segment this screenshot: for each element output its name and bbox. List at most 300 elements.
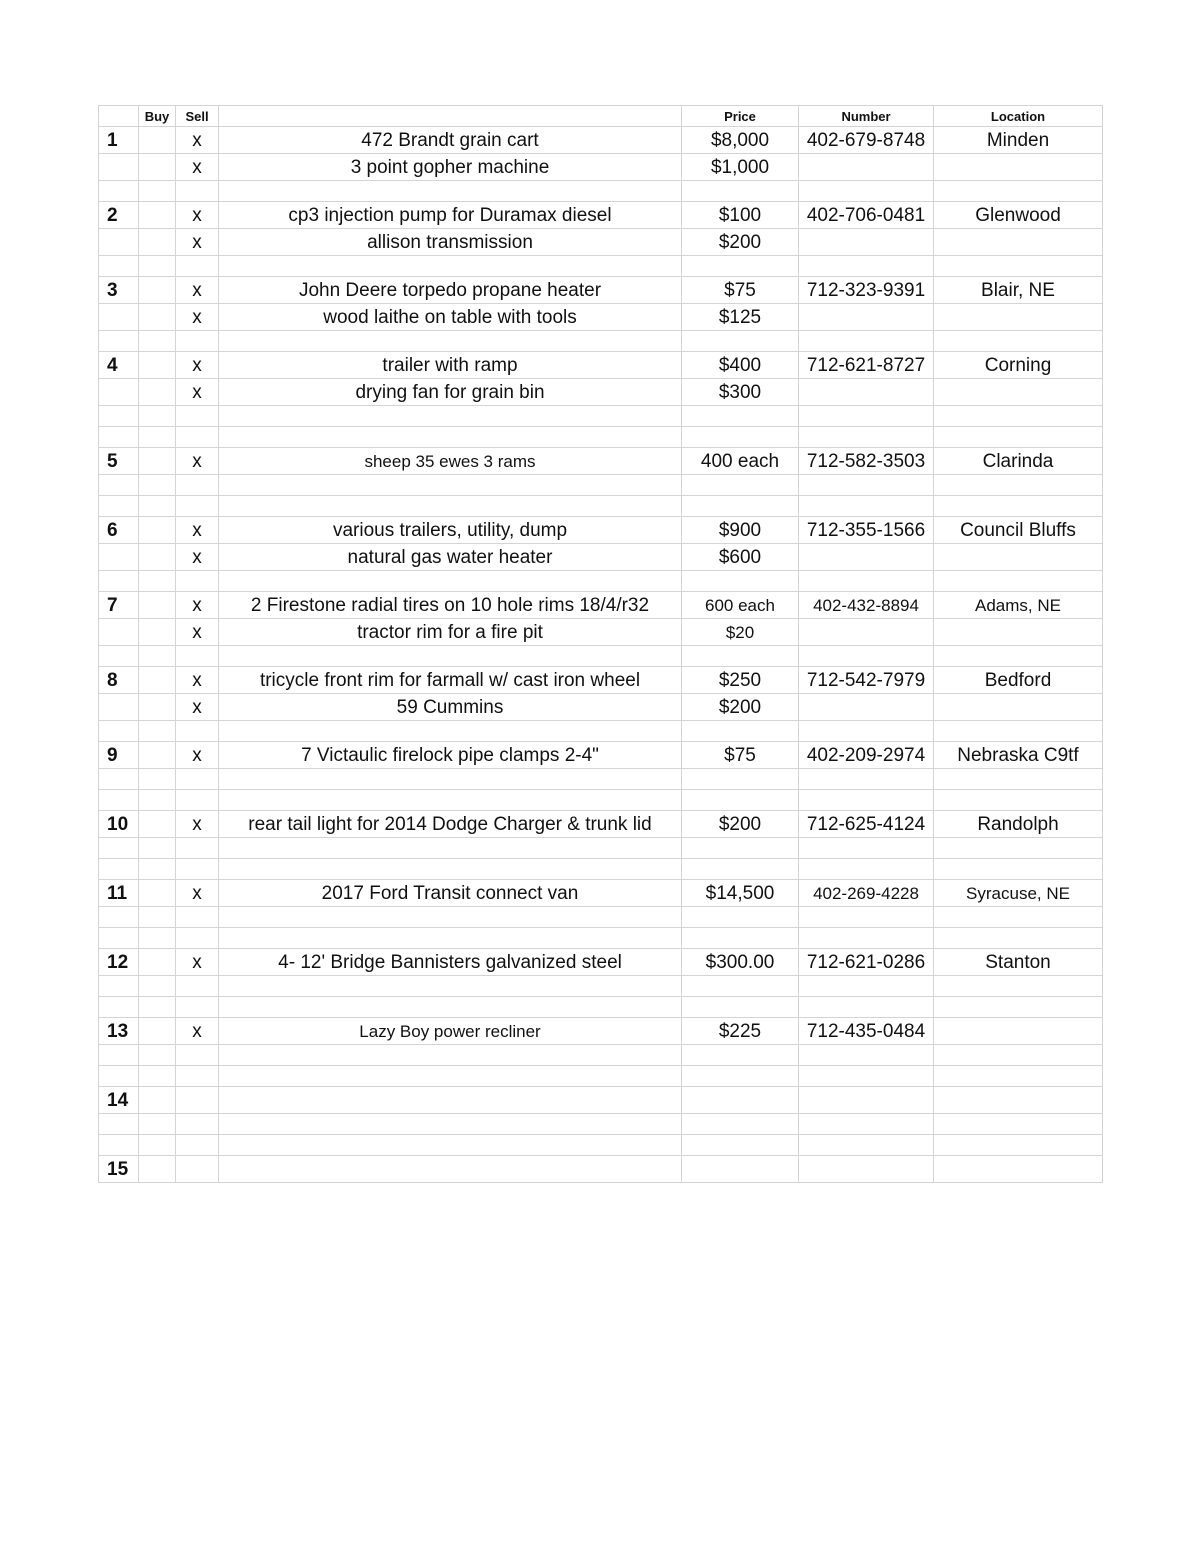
empty-cell xyxy=(682,646,799,667)
empty-cell xyxy=(176,496,219,517)
empty-cell xyxy=(682,721,799,742)
buy-cell xyxy=(139,127,176,154)
header-item-blank xyxy=(219,106,682,127)
phone-number xyxy=(799,154,934,181)
table-row xyxy=(99,667,1103,694)
buy-cell xyxy=(139,1156,176,1183)
location-cell: Randolph xyxy=(934,811,1103,838)
item-description: allison transmission xyxy=(219,229,682,256)
empty-cell xyxy=(682,928,799,949)
sell-mark: x xyxy=(176,127,219,154)
empty-cell xyxy=(176,406,219,427)
location-cell: Syracuse, NE xyxy=(934,880,1103,907)
buy-cell xyxy=(139,379,176,406)
table-row xyxy=(99,742,1103,769)
empty-cell xyxy=(934,997,1103,1018)
empty-cell xyxy=(934,1135,1103,1156)
item-description: wood laithe on table with tools xyxy=(219,304,682,331)
empty-cell xyxy=(176,838,219,859)
listing-number: 9 xyxy=(99,742,139,769)
empty-cell xyxy=(99,406,139,427)
buy-cell xyxy=(139,667,176,694)
empty-cell xyxy=(219,838,682,859)
empty-cell xyxy=(934,1066,1103,1087)
item-description: 2017 Ford Transit connect van xyxy=(219,880,682,907)
empty-cell xyxy=(99,331,139,352)
empty-cell xyxy=(934,496,1103,517)
listing-number: 12 xyxy=(99,949,139,976)
price-cell: $900 xyxy=(682,517,799,544)
spacer-row xyxy=(99,181,1103,202)
empty-cell xyxy=(682,1114,799,1135)
empty-cell xyxy=(176,1114,219,1135)
location-cell xyxy=(934,229,1103,256)
empty-cell xyxy=(799,838,934,859)
item-description xyxy=(219,1156,682,1183)
spacer-row xyxy=(99,790,1103,811)
empty-cell xyxy=(219,1135,682,1156)
sell-mark: x xyxy=(176,277,219,304)
empty-cell xyxy=(682,181,799,202)
table-row xyxy=(99,448,1103,475)
spacer-row xyxy=(99,331,1103,352)
listing-number xyxy=(99,379,139,406)
location-cell xyxy=(934,1018,1103,1045)
buy-cell xyxy=(139,880,176,907)
empty-cell xyxy=(219,427,682,448)
empty-cell xyxy=(219,721,682,742)
empty-cell xyxy=(799,427,934,448)
location-cell xyxy=(934,1156,1103,1183)
empty-cell xyxy=(139,838,176,859)
item-description: rear tail light for 2014 Dodge Charger & trunk lid xyxy=(219,811,682,838)
empty-cell xyxy=(799,496,934,517)
price-cell: $250 xyxy=(682,667,799,694)
location-cell: Corning xyxy=(934,352,1103,379)
price-cell: $20 xyxy=(682,619,799,646)
empty-cell xyxy=(176,790,219,811)
empty-cell xyxy=(799,1066,934,1087)
sell-mark: x xyxy=(176,202,219,229)
empty-cell xyxy=(219,1045,682,1066)
empty-cell xyxy=(219,1114,682,1135)
price-cell xyxy=(682,1156,799,1183)
table-row xyxy=(99,619,1103,646)
phone-number xyxy=(799,304,934,331)
empty-cell xyxy=(99,859,139,880)
listing-number: 11 xyxy=(99,880,139,907)
price-cell: $600 xyxy=(682,544,799,571)
empty-cell xyxy=(682,1066,799,1087)
empty-cell xyxy=(934,475,1103,496)
item-description xyxy=(219,1087,682,1114)
phone-number: 712-625-4124 xyxy=(799,811,934,838)
empty-cell xyxy=(799,646,934,667)
empty-cell xyxy=(799,721,934,742)
spacer-row xyxy=(99,838,1103,859)
location-cell xyxy=(934,1087,1103,1114)
price-cell: $8,000 xyxy=(682,127,799,154)
sell-mark xyxy=(176,1156,219,1183)
location-cell: Glenwood xyxy=(934,202,1103,229)
table-row xyxy=(99,379,1103,406)
buy-cell xyxy=(139,592,176,619)
table-row xyxy=(99,202,1103,229)
price-cell: $1,000 xyxy=(682,154,799,181)
listing-number: 2 xyxy=(99,202,139,229)
empty-cell xyxy=(139,427,176,448)
price-cell: $75 xyxy=(682,742,799,769)
phone-number: 402-269-4228 xyxy=(799,880,934,907)
listing-number xyxy=(99,694,139,721)
empty-cell xyxy=(682,256,799,277)
empty-cell xyxy=(139,790,176,811)
phone-number xyxy=(799,229,934,256)
empty-cell xyxy=(934,427,1103,448)
sell-mark: x xyxy=(176,949,219,976)
empty-cell xyxy=(176,256,219,277)
spacer-row xyxy=(99,928,1103,949)
empty-cell xyxy=(99,769,139,790)
empty-cell xyxy=(799,769,934,790)
price-cell: 400 each xyxy=(682,448,799,475)
spacer-row xyxy=(99,1114,1103,1135)
item-description: 7 Victaulic firelock pipe clamps 2-4" xyxy=(219,742,682,769)
table-row xyxy=(99,277,1103,304)
empty-cell xyxy=(682,976,799,997)
buy-cell xyxy=(139,949,176,976)
empty-cell xyxy=(139,496,176,517)
price-cell: $100 xyxy=(682,202,799,229)
empty-cell xyxy=(934,928,1103,949)
empty-cell xyxy=(99,1066,139,1087)
empty-cell xyxy=(99,256,139,277)
empty-cell xyxy=(682,907,799,928)
buy-cell xyxy=(139,304,176,331)
sell-mark: x xyxy=(176,517,219,544)
phone-number xyxy=(799,544,934,571)
spacer-row xyxy=(99,646,1103,667)
empty-cell xyxy=(99,646,139,667)
sell-mark: x xyxy=(176,448,219,475)
price-cell: $200 xyxy=(682,229,799,256)
empty-cell xyxy=(219,1066,682,1087)
item-description: natural gas water heater xyxy=(219,544,682,571)
header-number: Number xyxy=(799,106,934,127)
spacer-row xyxy=(99,475,1103,496)
empty-cell xyxy=(682,496,799,517)
phone-number: 402-209-2974 xyxy=(799,742,934,769)
listing-number xyxy=(99,229,139,256)
price-cell xyxy=(682,1087,799,1114)
empty-cell xyxy=(682,475,799,496)
empty-cell xyxy=(219,496,682,517)
empty-cell xyxy=(139,1045,176,1066)
empty-cell xyxy=(934,790,1103,811)
empty-cell xyxy=(99,427,139,448)
phone-number: 712-355-1566 xyxy=(799,517,934,544)
spacer-row xyxy=(99,571,1103,592)
location-cell xyxy=(934,379,1103,406)
sell-mark: x xyxy=(176,619,219,646)
item-description: drying fan for grain bin xyxy=(219,379,682,406)
empty-cell xyxy=(176,331,219,352)
empty-cell xyxy=(934,907,1103,928)
empty-cell xyxy=(934,331,1103,352)
empty-cell xyxy=(99,181,139,202)
item-description: Lazy Boy power recliner xyxy=(219,1018,682,1045)
price-cell: 600 each xyxy=(682,592,799,619)
sell-mark: x xyxy=(176,379,219,406)
listing-number: 14 xyxy=(99,1087,139,1114)
buy-cell xyxy=(139,544,176,571)
item-description: various trailers, utility, dump xyxy=(219,517,682,544)
spacer-row xyxy=(99,1045,1103,1066)
phone-number xyxy=(799,1156,934,1183)
buy-cell xyxy=(139,694,176,721)
location-cell xyxy=(934,154,1103,181)
location-cell xyxy=(934,619,1103,646)
sell-mark: x xyxy=(176,154,219,181)
empty-cell xyxy=(176,181,219,202)
empty-cell xyxy=(682,997,799,1018)
empty-cell xyxy=(176,769,219,790)
table-row xyxy=(99,811,1103,838)
empty-cell xyxy=(934,769,1103,790)
item-description: tractor rim for a fire pit xyxy=(219,619,682,646)
location-cell: Bedford xyxy=(934,667,1103,694)
sell-mark: x xyxy=(176,667,219,694)
buy-cell xyxy=(139,154,176,181)
table-row xyxy=(99,1156,1103,1183)
item-description: 59 Cummins xyxy=(219,694,682,721)
header-row xyxy=(99,106,1103,127)
empty-cell xyxy=(934,181,1103,202)
phone-number: 402-432-8894 xyxy=(799,592,934,619)
sell-mark: x xyxy=(176,352,219,379)
empty-cell xyxy=(799,928,934,949)
empty-cell xyxy=(682,769,799,790)
empty-cell xyxy=(176,976,219,997)
buy-cell xyxy=(139,277,176,304)
price-cell: $400 xyxy=(682,352,799,379)
phone-number: 402-706-0481 xyxy=(799,202,934,229)
location-cell: Clarinda xyxy=(934,448,1103,475)
empty-cell xyxy=(219,976,682,997)
empty-cell xyxy=(139,997,176,1018)
empty-cell xyxy=(99,721,139,742)
header-sell: Sell xyxy=(176,106,219,127)
empty-cell xyxy=(99,997,139,1018)
empty-cell xyxy=(934,571,1103,592)
spacer-row xyxy=(99,256,1103,277)
header-price: Price xyxy=(682,106,799,127)
sell-mark: x xyxy=(176,694,219,721)
empty-cell xyxy=(176,1045,219,1066)
empty-cell xyxy=(176,1135,219,1156)
empty-cell xyxy=(219,646,682,667)
empty-cell xyxy=(99,571,139,592)
table-row xyxy=(99,304,1103,331)
empty-cell xyxy=(176,721,219,742)
empty-cell xyxy=(934,646,1103,667)
sell-mark: x xyxy=(176,742,219,769)
empty-cell xyxy=(682,859,799,880)
spacer-row xyxy=(99,859,1103,880)
empty-cell xyxy=(139,571,176,592)
buy-cell xyxy=(139,1087,176,1114)
item-description: 472 Brandt grain cart xyxy=(219,127,682,154)
buy-cell xyxy=(139,517,176,544)
item-description: 2 Firestone radial tires on 10 hole rims 18/4/r32 xyxy=(219,592,682,619)
empty-cell xyxy=(99,496,139,517)
buy-cell xyxy=(139,202,176,229)
empty-cell xyxy=(176,997,219,1018)
listing-number: 5 xyxy=(99,448,139,475)
empty-cell xyxy=(799,790,934,811)
empty-cell xyxy=(139,181,176,202)
phone-number xyxy=(799,619,934,646)
spacer-row xyxy=(99,769,1103,790)
location-cell: Stanton xyxy=(934,949,1103,976)
spacer-row xyxy=(99,427,1103,448)
empty-cell xyxy=(219,769,682,790)
listing-number: 10 xyxy=(99,811,139,838)
empty-cell xyxy=(99,907,139,928)
empty-cell xyxy=(682,790,799,811)
empty-cell xyxy=(176,475,219,496)
empty-cell xyxy=(934,721,1103,742)
price-cell: $14,500 xyxy=(682,880,799,907)
empty-cell xyxy=(99,928,139,949)
location-cell: Minden xyxy=(934,127,1103,154)
empty-cell xyxy=(799,907,934,928)
empty-cell xyxy=(176,1066,219,1087)
sell-mark: x xyxy=(176,229,219,256)
price-cell: $75 xyxy=(682,277,799,304)
empty-cell xyxy=(139,769,176,790)
empty-cell xyxy=(176,859,219,880)
price-cell: $300.00 xyxy=(682,949,799,976)
empty-cell xyxy=(219,406,682,427)
table-row xyxy=(99,154,1103,181)
price-cell: $300 xyxy=(682,379,799,406)
listing-number: 7 xyxy=(99,592,139,619)
spacer-row xyxy=(99,496,1103,517)
listing-number: 13 xyxy=(99,1018,139,1045)
empty-cell xyxy=(139,976,176,997)
table-body xyxy=(99,106,1103,1183)
empty-cell xyxy=(139,475,176,496)
empty-cell xyxy=(799,997,934,1018)
listing-number xyxy=(99,154,139,181)
phone-number: 402-679-8748 xyxy=(799,127,934,154)
buy-cell xyxy=(139,811,176,838)
spacer-row xyxy=(99,721,1103,742)
empty-cell xyxy=(99,790,139,811)
phone-number: 712-582-3503 xyxy=(799,448,934,475)
empty-cell xyxy=(799,859,934,880)
phone-number: 712-621-0286 xyxy=(799,949,934,976)
sell-mark: x xyxy=(176,304,219,331)
location-cell: Council Bluffs xyxy=(934,517,1103,544)
empty-cell xyxy=(99,475,139,496)
listing-number xyxy=(99,619,139,646)
phone-number: 712-435-0484 xyxy=(799,1018,934,1045)
listing-number: 3 xyxy=(99,277,139,304)
table-row xyxy=(99,880,1103,907)
empty-cell xyxy=(219,181,682,202)
empty-cell xyxy=(219,928,682,949)
empty-cell xyxy=(139,1114,176,1135)
item-description: 3 point gopher machine xyxy=(219,154,682,181)
empty-cell xyxy=(139,331,176,352)
sell-mark: x xyxy=(176,592,219,619)
listing-number: 8 xyxy=(99,667,139,694)
empty-cell xyxy=(219,571,682,592)
header-cell-number-blank xyxy=(99,106,139,127)
table-row xyxy=(99,949,1103,976)
buy-cell xyxy=(139,448,176,475)
empty-cell xyxy=(799,1045,934,1066)
location-cell xyxy=(934,694,1103,721)
empty-cell xyxy=(176,646,219,667)
sell-mark: x xyxy=(176,880,219,907)
empty-cell xyxy=(682,1135,799,1156)
buy-cell xyxy=(139,1018,176,1045)
empty-cell xyxy=(682,571,799,592)
empty-cell xyxy=(99,1114,139,1135)
item-description: tricycle front rim for farmall w/ cast iron wheel xyxy=(219,667,682,694)
empty-cell xyxy=(139,646,176,667)
listing-number: 4 xyxy=(99,352,139,379)
spacer-row xyxy=(99,1066,1103,1087)
listing-number: 15 xyxy=(99,1156,139,1183)
empty-cell xyxy=(682,838,799,859)
empty-cell xyxy=(99,838,139,859)
listing-number: 1 xyxy=(99,127,139,154)
item-description: cp3 injection pump for Duramax diesel xyxy=(219,202,682,229)
price-cell: $200 xyxy=(682,694,799,721)
empty-cell xyxy=(934,976,1103,997)
empty-cell xyxy=(219,256,682,277)
empty-cell xyxy=(799,406,934,427)
empty-cell xyxy=(176,907,219,928)
location-cell xyxy=(934,544,1103,571)
empty-cell xyxy=(934,838,1103,859)
empty-cell xyxy=(219,790,682,811)
empty-cell xyxy=(139,928,176,949)
phone-number xyxy=(799,694,934,721)
empty-cell xyxy=(799,475,934,496)
phone-number: 712-621-8727 xyxy=(799,352,934,379)
table-row xyxy=(99,544,1103,571)
empty-cell xyxy=(682,1045,799,1066)
buy-cell xyxy=(139,229,176,256)
table-row xyxy=(99,592,1103,619)
header-location: Location xyxy=(934,106,1103,127)
empty-cell xyxy=(934,859,1103,880)
empty-cell xyxy=(139,721,176,742)
item-description: John Deere torpedo propane heater xyxy=(219,277,682,304)
sell-mark: x xyxy=(176,811,219,838)
phone-number xyxy=(799,379,934,406)
empty-cell xyxy=(799,976,934,997)
table-row xyxy=(99,1087,1103,1114)
empty-cell xyxy=(219,331,682,352)
price-cell: $200 xyxy=(682,811,799,838)
spacer-row xyxy=(99,406,1103,427)
